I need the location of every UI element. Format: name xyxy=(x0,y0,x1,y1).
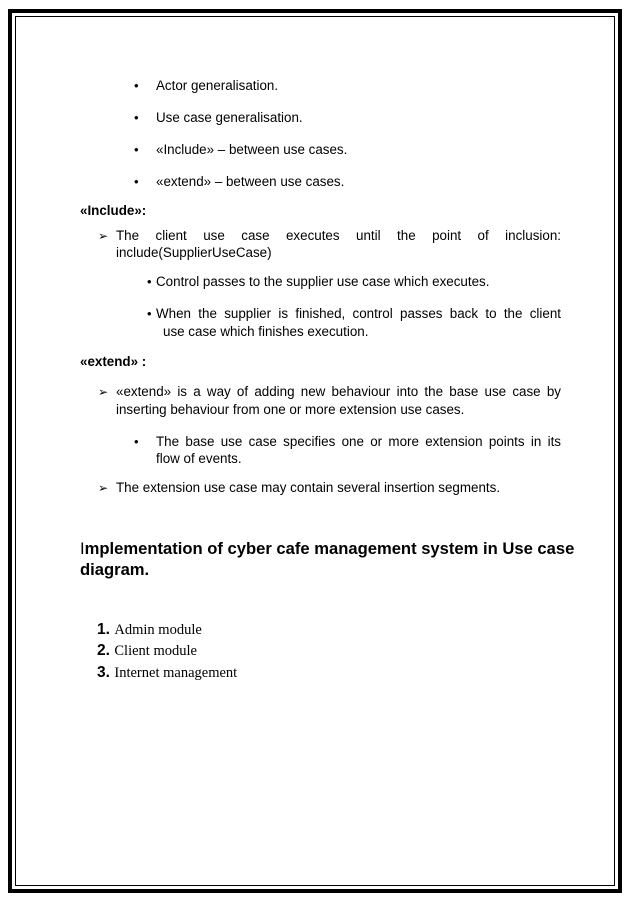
bullet-extend: «extend» – between use cases. xyxy=(156,174,345,189)
bullet-icon: • xyxy=(134,78,139,93)
implementation-heading-line2: diagram. xyxy=(80,560,150,579)
bullet-icon: • xyxy=(134,174,139,189)
extend-heading: «extend» : xyxy=(80,354,147,369)
bullet-icon: • xyxy=(134,110,139,125)
extend-arrow-item-1-line1: «extend» is a way of adding new behaviour into the base use case by xyxy=(116,384,561,399)
module-label: Client module xyxy=(114,643,197,659)
include-arrow-item-line2: include(SupplierUseCase) xyxy=(116,245,272,260)
module-list-item xyxy=(97,641,197,661)
module-number: 3. xyxy=(97,664,110,681)
module-list-item xyxy=(97,620,202,640)
arrow-bullet-icon: ➢ xyxy=(98,229,109,243)
include-heading: «Include»: xyxy=(80,203,147,218)
include-sub-bullet-2-line1: When the supplier is finished, control passes back to the client xyxy=(156,306,561,321)
bullet-icon: • xyxy=(134,142,139,157)
include-sub-bullet-1: Control passes to the supplier use case which executes. xyxy=(156,274,490,289)
module-label: Admin module xyxy=(114,622,202,638)
extend-arrow-item-1-line2: inserting behaviour from one or more extension use cases. xyxy=(116,402,465,417)
implementation-heading-line1 xyxy=(80,538,574,560)
extend-arrow-item-2: The extension use case may contain several insertion segments. xyxy=(116,480,501,495)
include-sub-bullet-2-line2: use case which finishes execution. xyxy=(163,324,369,339)
extend-sub-bullet-line2: flow of events. xyxy=(156,451,242,466)
heading-line1-text: mplementation of cyber cafe management system in Use case xyxy=(84,539,575,558)
bullet-icon: • xyxy=(134,434,139,449)
arrow-bullet-icon: ➢ xyxy=(98,385,109,399)
include-arrow-item-line1: The client use case executes until the point of inclusion: xyxy=(116,228,561,243)
bullet-icon: • xyxy=(147,306,152,321)
module-label: Internet management xyxy=(114,665,238,681)
bullet-icon: • xyxy=(147,274,152,289)
bullet-use-case-generalisation: Use case generalisation. xyxy=(156,110,303,125)
bullet-actor-generalisation: Actor generalisation. xyxy=(156,78,279,93)
module-number: 1. xyxy=(97,621,110,638)
bullet-include: «Include» – between use cases. xyxy=(156,142,348,157)
arrow-bullet-icon: ➢ xyxy=(98,481,109,495)
heading-initial-letter: I xyxy=(80,539,85,558)
module-list-item xyxy=(97,663,237,683)
module-number: 2. xyxy=(97,642,110,659)
extend-sub-bullet-line1: The base use case specifies one or more extension points in its xyxy=(156,434,561,449)
